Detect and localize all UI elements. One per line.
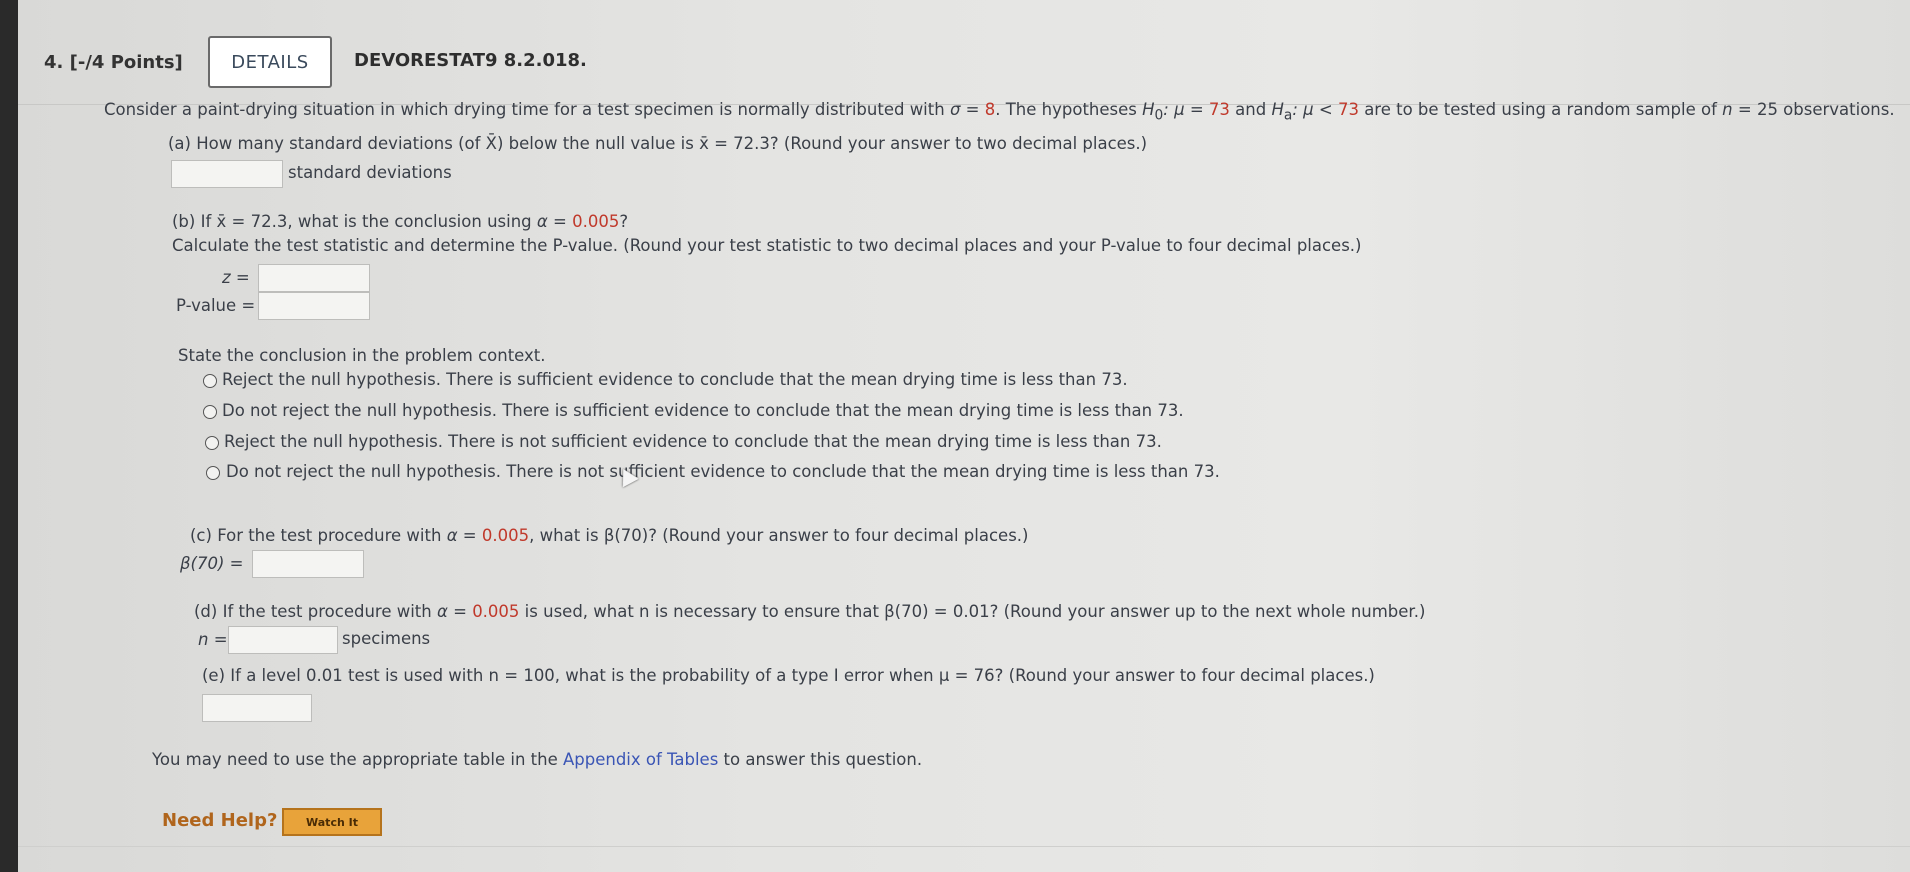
part-a-answer-input[interactable] <box>171 160 283 188</box>
part-d-unit: specimens <box>342 629 431 648</box>
conclusion-radio-3[interactable] <box>205 436 219 450</box>
table-note: You may need to use the appropriate table in the Appendix of Tables to answer this question. <box>152 750 923 769</box>
part-e-answer-input[interactable] <box>202 694 312 722</box>
need-help-label: Need Help? <box>162 810 278 831</box>
part-e-prompt: (e) If a level 0.01 test is used with n = 100, what is the probability of a type I error when μ = 76? (Round your answer to four decimal places.) <box>202 666 1375 685</box>
details-button[interactable]: DETAILS <box>208 36 332 88</box>
conclusion-option-2[interactable]: Do not reject the null hypothesis. There is sufficient evidence to conclude that the mean drying time is less than 73. <box>222 401 1184 420</box>
conclusion-option-1[interactable]: Reject the null hypothesis. There is sufficient evidence to conclude that the mean drying time is less than 73. <box>222 370 1128 389</box>
conclusion-option-4[interactable]: Do not reject the null hypothesis. There is not sufficient evidence to conclude that the mean drying time is less than 73. <box>226 462 1220 481</box>
z-statistic-input[interactable] <box>258 264 370 292</box>
part-a-unit: standard deviations <box>288 163 452 182</box>
conclusion-radio-4[interactable] <box>206 466 220 480</box>
part-a-prompt: (a) How many standard deviations (of X̄) below the null value is x̄ = 72.3? (Round your answer to two decimal places.) <box>168 134 1148 153</box>
conclusion-radio-2[interactable] <box>203 405 217 419</box>
beta-70-input[interactable] <box>252 550 364 578</box>
n-input[interactable] <box>228 626 338 654</box>
appendix-link[interactable]: Appendix of Tables <box>562 750 719 769</box>
problem-intro: Consider a paint-drying situation in which drying time for a test specimen is normally distributed with σ = 8. The hypotheses $H_0$: μ = 73 and $H_a$: μ < 73 are to be tested using a random sample of n = 25 observations. <box>104 100 1895 124</box>
beta-label: β(70) = <box>180 554 244 573</box>
question-code: DEVORESTAT9 8.2.018. <box>354 50 587 71</box>
n-label: n = <box>198 630 228 649</box>
z-label: z = <box>222 268 250 287</box>
question-number: 4. [-/4 Points] <box>44 52 183 73</box>
screen <box>18 0 1910 872</box>
divider <box>18 846 1910 847</box>
p-value-input[interactable] <box>258 292 370 320</box>
part-b-prompt: (b) If x̄ = 72.3, what is the conclusion using α = 0.005? <box>172 212 629 231</box>
part-d-prompt: (d) If the test procedure with α = 0.005 is used, what n is necessary to ensure that β(70) = 0.01? (Round your answer up to the next whole number.) <box>194 602 1426 621</box>
conclusion-radio-1[interactable] <box>203 374 217 388</box>
part-b-instruction: Calculate the test statistic and determine the P-value. (Round your test statistic to two decimal places and your P-value to four decimal places.) <box>172 236 1362 255</box>
conclusion-option-3[interactable]: Reject the null hypothesis. There is not sufficient evidence to conclude that the mean drying time is less than 73. <box>224 432 1162 451</box>
p-value-label: P-value = <box>176 296 256 315</box>
part-c-prompt: (c) For the test procedure with α = 0.005, what is β(70)? (Round your answer to four decimal places.) <box>190 526 1029 545</box>
watch-it-button[interactable]: Watch It <box>282 808 382 836</box>
conclusion-prompt: State the conclusion in the problem context. <box>178 346 546 365</box>
